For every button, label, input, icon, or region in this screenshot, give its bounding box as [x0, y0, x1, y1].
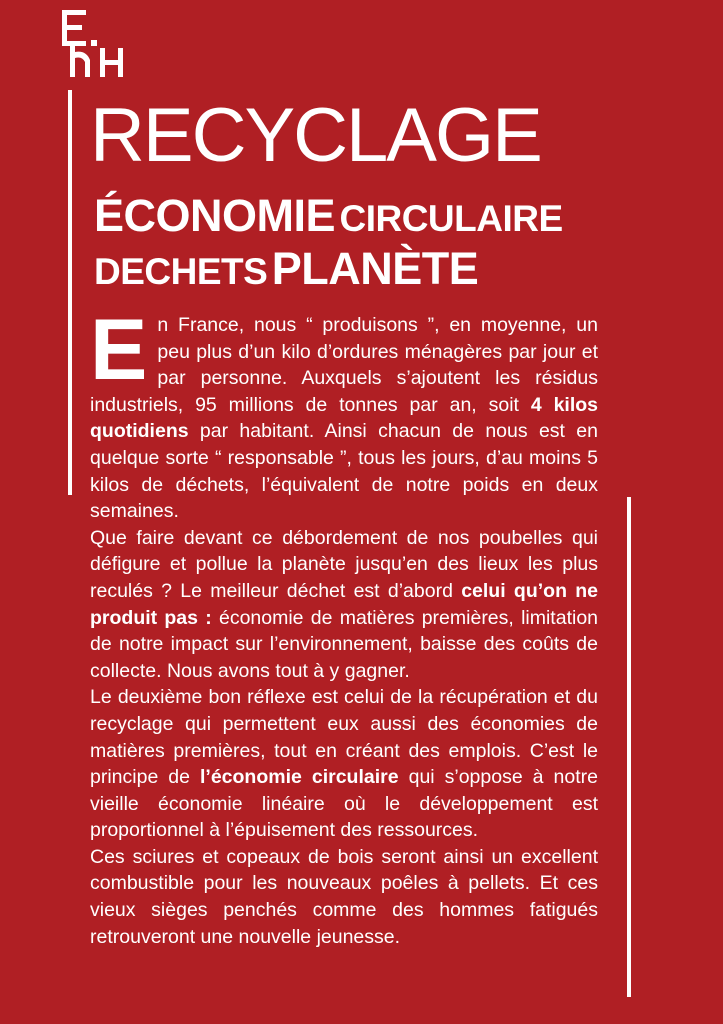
keyword-planete: PLANÈTE [271, 243, 479, 294]
eh-logo [60, 10, 128, 78]
keyword-dechets: DECHETS [94, 251, 268, 292]
keyword-circulaire: CIRCULAIRE [339, 198, 563, 239]
paragraph-4: Ces sciures et copeaux de bois seront ainsi un excellent combustible pour les nouveaux poêles à pellets. Et ces vieux sièges penchés comme des hommes fatigués retrouveront une nouvelle jeunesse. [90, 845, 598, 948]
keyword-economie: ÉCONOMIE [94, 190, 336, 241]
highlight: celui qu’on ne produit pas : [90, 579, 599, 629]
paragraph-2: Que faire devant ce débordement de nos poubelles qui défigure et pollue la planète jusqu’en des lieux les plus reculés ? Le meilleur déchet est d’abord celui qu’on ne produit pas : économie de matières premières, limitation de notre impact sur l’environnement, baisse des coûts de collecte. Nous avons tout à y gagner. [90, 526, 599, 682]
paragraph-1: En France, nous “ produisons ”, en moyenne, un peu plus d’un kilo d’ordures ménagères par jour et par personne. Auxquels s’ajoutent les résidus industriels, 95 millions de tonnes par an, soit 4 kilos quotidiens par habitant. Ainsi chacun de nous est en quelque sorte “ responsable ”, tous les jours, d’au moins 5 kilos de déchets, l’équivalent de notre poids en deux semaines. [90, 302, 599, 523]
highlight: 4 kilos quotidiens [90, 393, 599, 443]
left-rule [68, 90, 72, 495]
keywords-line-2 [94, 243, 479, 294]
drop-cap: E [90, 302, 148, 398]
page-title: RECYCLAGE [90, 93, 541, 178]
paragraph-3: Le deuxième bon réflexe est celui de la récupération et du recyclage qui permettent eux aussi des économies de matières premières, tout en créant des emplois. C’est le principe de l’économie circulaire qui s’oppose à notre vieille économie linéaire où le développement est proportionnel à l’épuisement des ressources. [90, 686, 598, 842]
article-body [90, 302, 599, 950]
keywords-line-1 [94, 190, 563, 241]
highlight: l’économie circulaire [200, 766, 399, 789]
right-rule [627, 497, 631, 997]
